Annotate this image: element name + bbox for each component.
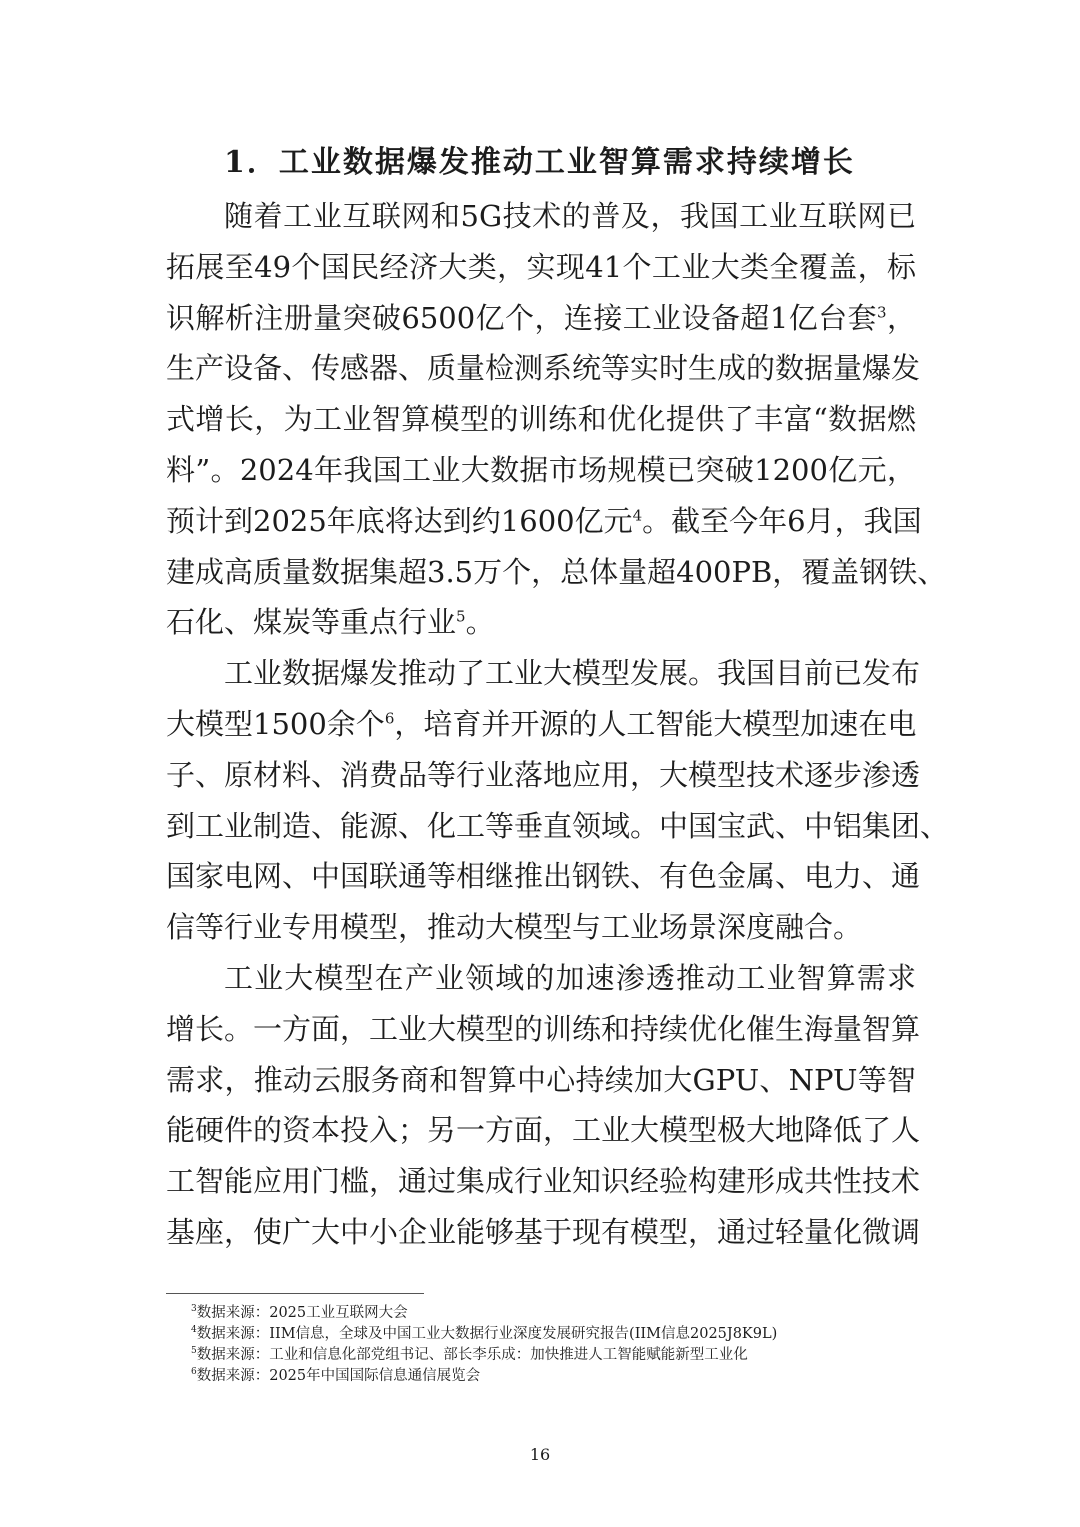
paragraph-1-line [166, 293, 916, 344]
line-text: 预计到2025年底将达到约1600亿元 [166, 503, 633, 538]
line-text: 石化、煤炭等重点行业 [166, 605, 457, 640]
line-text: 建成高质量数据集超3.5万个，总体量超400PB，覆盖钢铁、 [166, 554, 947, 589]
line-text: 料”。2024年我国工业大数据市场规模已突破1200亿元， [166, 452, 916, 487]
line-text: 子、原材料、消费品等行业落地应用，大模型技术逐步渗透 [166, 757, 921, 792]
line-text: 需求，推动云服务商和智算中心持续加大GPU、NPU等智 [166, 1062, 916, 1097]
footnote-item [191, 1345, 891, 1366]
paragraph-1-line [166, 597, 916, 648]
footnote-text: 数据来源：2025工业互联网大会 [196, 1305, 408, 1321]
footnote-number: 3 [191, 1304, 197, 1315]
paragraph-2-line [166, 902, 916, 953]
paragraph-1-line [166, 242, 916, 293]
paragraph-1-line [166, 343, 921, 394]
footnote-item [191, 1366, 891, 1387]
footnotes [191, 1303, 891, 1387]
paragraph-2-line [166, 851, 921, 902]
footnote-item [191, 1303, 891, 1324]
paragraph-1-line [166, 496, 922, 547]
footnote-reference[interactable]: 5 [456, 607, 466, 626]
line-text: 增长。一方面，工业大模型的训练和持续优化催生海量智算 [166, 1011, 921, 1046]
footnote-number: 5 [191, 1346, 197, 1357]
line-text: 随着工业互联网和5G技术的普及，我国工业互联网已 [224, 199, 916, 233]
paragraph-2-line [166, 801, 950, 852]
line-text: 基座，使广大中小企业能够基于现有模型，通过轻量化微调 [166, 1214, 921, 1249]
paragraph-1-line [166, 191, 916, 242]
line-text: 拓展至49个国民经济大类，实现41个工业大类全覆盖，标 [166, 249, 916, 284]
paragraph-3-line [166, 1207, 921, 1258]
section-heading: 1．工业数据爆发推动工业智算需求持续增长 [224, 145, 855, 180]
line-text: 大模型1500余个 [166, 706, 385, 741]
paragraph-1-line [166, 394, 916, 445]
footnote-number: 6 [191, 1367, 197, 1378]
line-text: 到工业制造、能源、化工等垂直领域。中国宝武、中铝集团、 [166, 808, 950, 843]
line-text-continued: 。截至今年6月，我国 [642, 503, 922, 538]
paragraph-3-line [166, 1105, 921, 1156]
paragraph-1-line [166, 547, 947, 598]
paragraph-2-line [166, 699, 916, 750]
footnote-reference[interactable]: 3 [877, 302, 887, 321]
paragraph-1-line [166, 445, 916, 496]
footnote-number: 4 [191, 1325, 197, 1336]
line-text: 国家电网、中国联通等相继推出钢铁、有色金属、电力、通 [166, 859, 921, 894]
line-text-continued: ，培育并开源的人工智能大模型加速在电 [394, 706, 917, 741]
line-text: 工业大模型在产业领域的加速渗透推动工业智算需求 [224, 960, 916, 995]
paragraph-3-line [166, 1055, 916, 1106]
page-number: 16 [529, 1445, 551, 1464]
footnote-reference[interactable]: 6 [384, 709, 395, 728]
paragraph-2-line [166, 648, 921, 699]
paragraph-2-line [166, 750, 921, 801]
footnote-text: 数据来源：工业和信息化部党组书记、部长李乐成：加快推进人工智能赋能新型工业化 [196, 1347, 748, 1363]
paragraph-3-line [166, 1004, 921, 1055]
footnote-divider [166, 1293, 424, 1294]
paragraph-3-line [166, 1156, 921, 1207]
line-text-continued: 。 [465, 605, 495, 640]
paragraph-3-line [166, 953, 916, 1004]
line-text: 信等行业专用模型，推动大模型与工业场景深度融合。 [166, 910, 863, 945]
line-text: 工智能应用门槛，通过集成行业知识经验构建形成共性技术 [166, 1164, 921, 1199]
line-text: 生产设备、传感器、质量检测系统等实时生成的数据量爆发 [166, 351, 921, 386]
line-text: 能硬件的资本投入；另一方面，工业大模型极大地降低了人 [166, 1113, 921, 1148]
footnote-reference[interactable]: 4 [632, 506, 643, 525]
footnote-text: 数据来源：IIM信息，全球及中国工业大数据行业深度发展研究报告(IIM信息2025J8K9L) [196, 1326, 778, 1342]
line-text: 工业数据爆发推动了工业大模型发展。我国目前已发布 [224, 656, 921, 691]
body-text [166, 191, 950, 1258]
footnote-text: 数据来源：2025年中国国际信息通信展览会 [196, 1368, 481, 1384]
footnote-item [191, 1324, 891, 1345]
line-text-continued: ， [886, 300, 916, 335]
line-text: 识解析注册量突破6500亿个，连接工业设备超1亿台套 [166, 300, 878, 335]
line-text: 式增长，为工业智算模型的训练和优化提供了丰富“数据燃 [166, 402, 916, 437]
